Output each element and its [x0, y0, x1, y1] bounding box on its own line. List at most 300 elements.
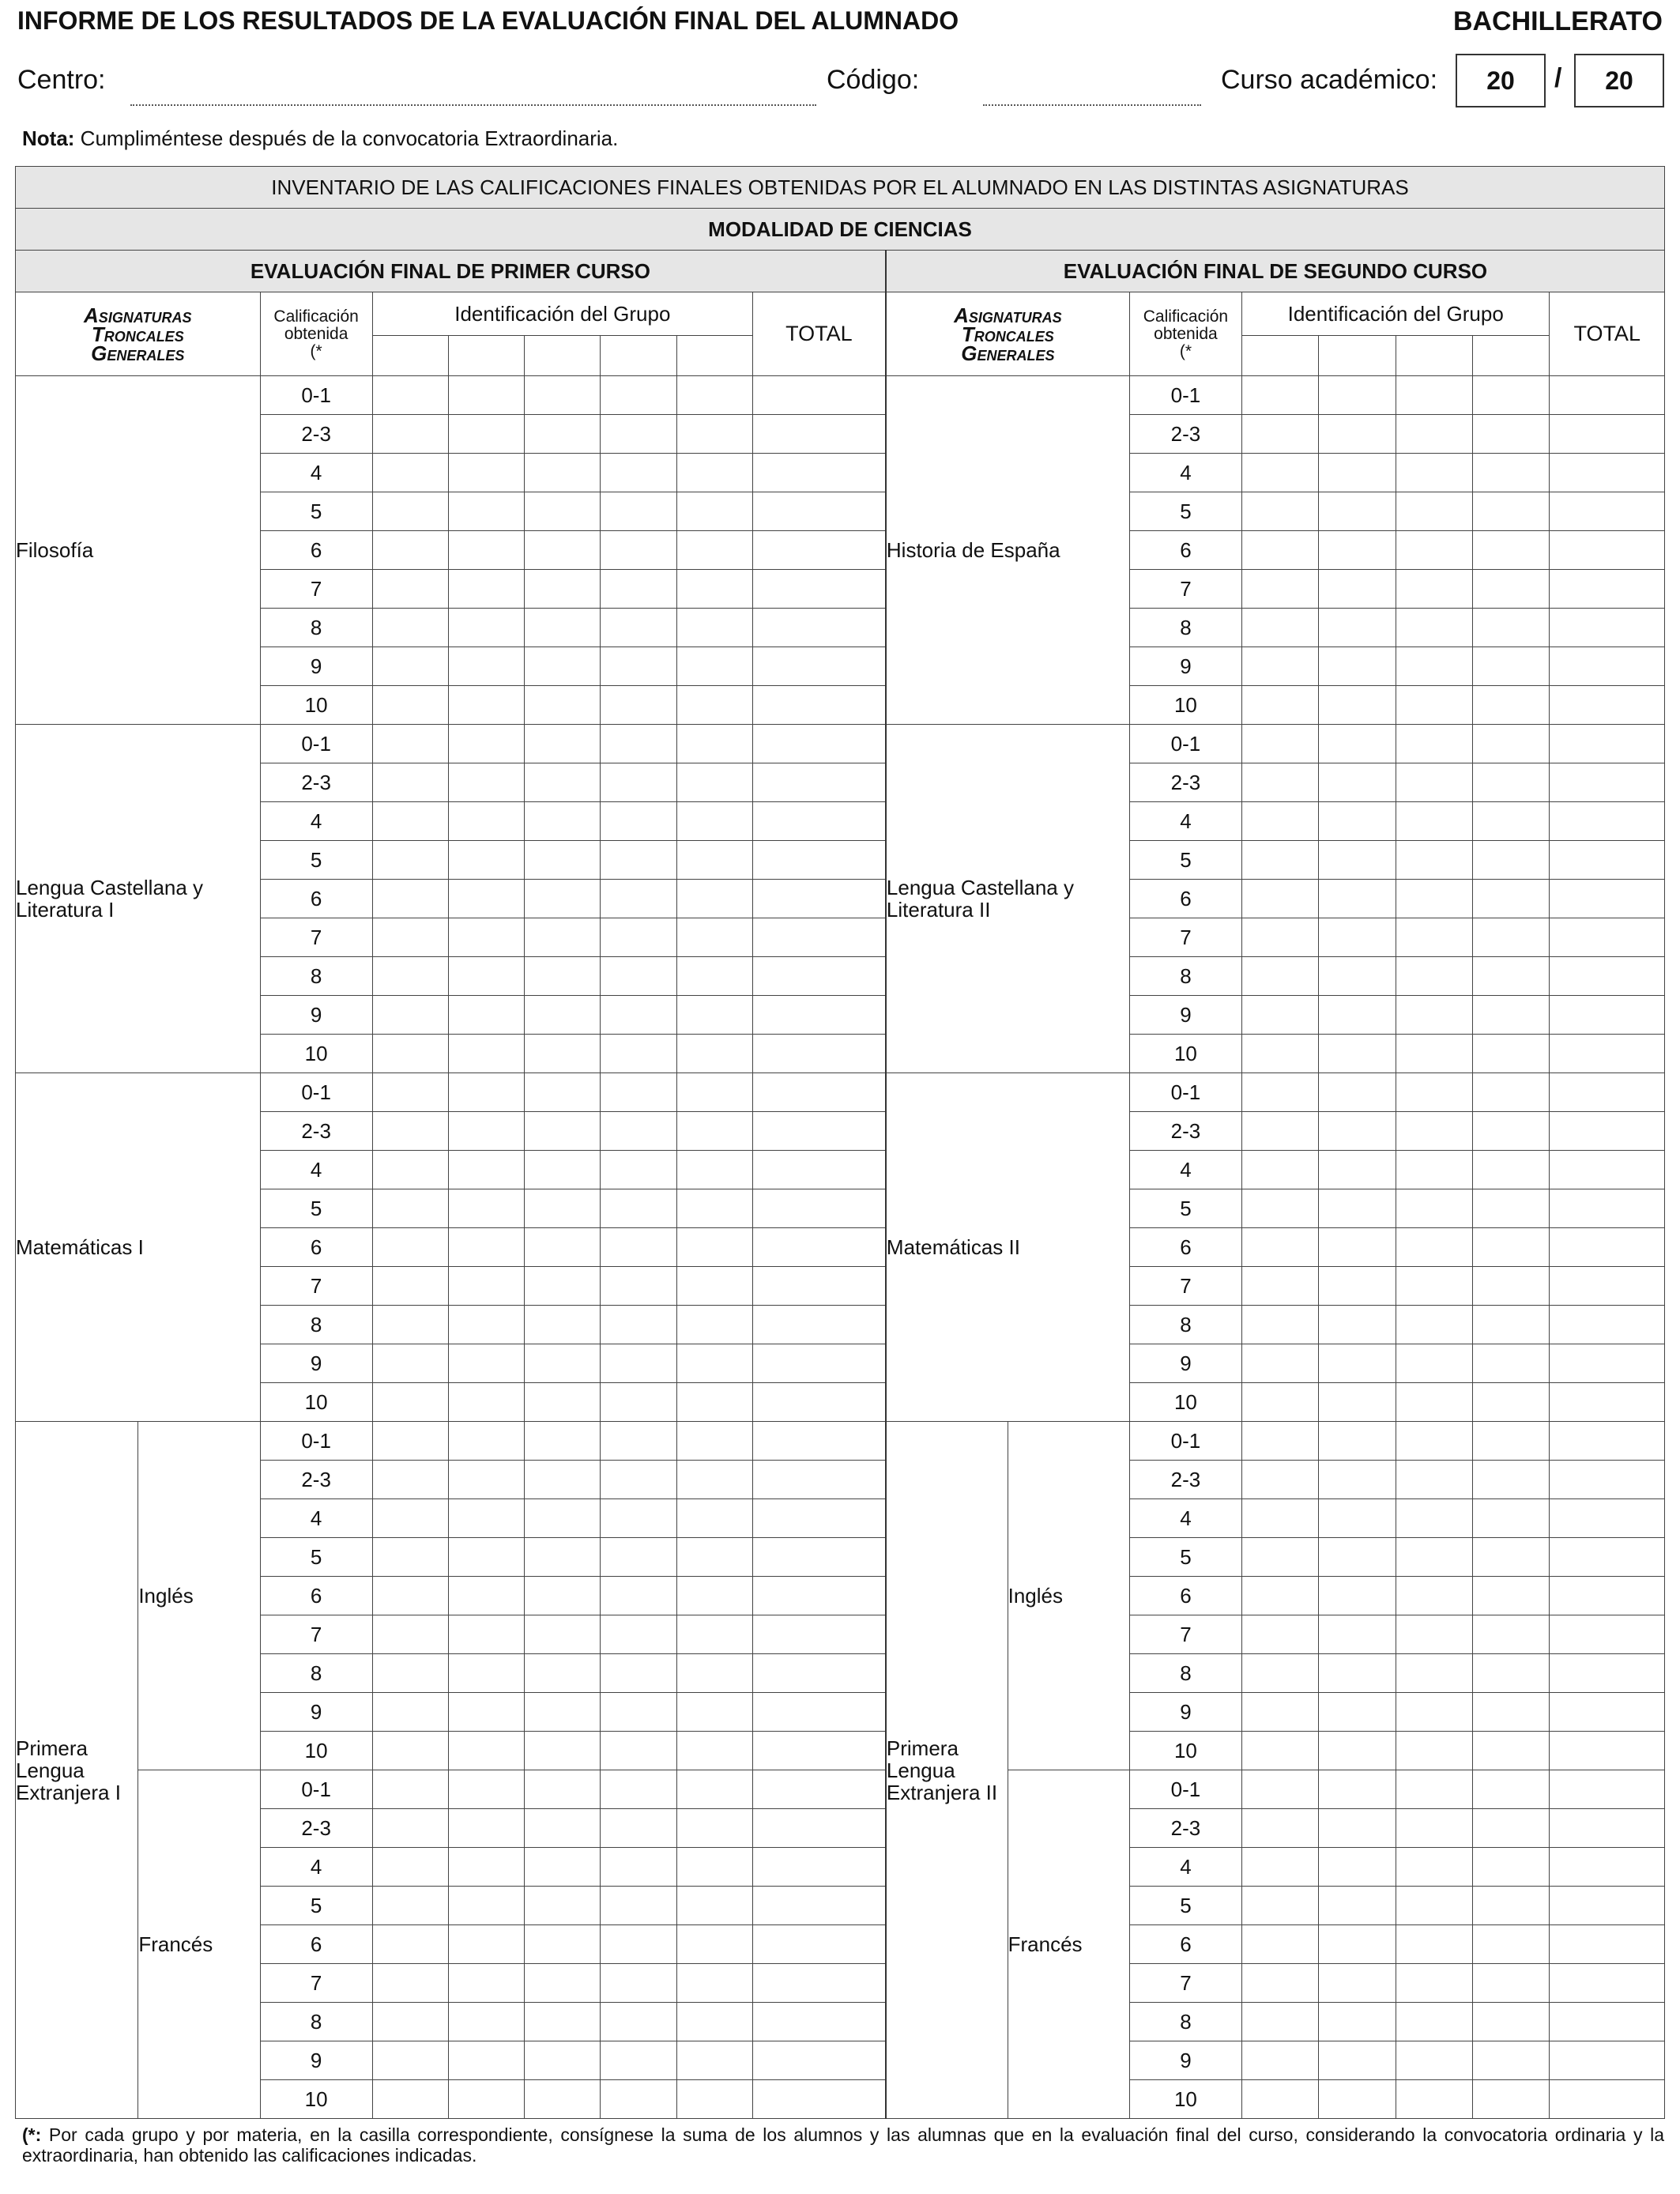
count-cell[interactable]	[1473, 1732, 1550, 1770]
count-cell[interactable]	[1242, 1306, 1319, 1344]
count-cell[interactable]	[1319, 1383, 1396, 1422]
count-cell[interactable]	[676, 1770, 752, 1809]
count-cell[interactable]	[601, 1189, 676, 1228]
count-cell[interactable]	[1473, 1577, 1550, 1615]
count-cell[interactable]	[1242, 1615, 1319, 1654]
count-cell[interactable]	[525, 763, 601, 802]
count-cell[interactable]	[1473, 841, 1550, 880]
count-cell[interactable]	[601, 725, 676, 763]
count-cell[interactable]	[372, 492, 448, 531]
count-cell[interactable]	[1319, 454, 1396, 492]
count-cell[interactable]	[752, 570, 885, 609]
count-cell[interactable]	[448, 1151, 524, 1189]
count-cell[interactable]	[676, 686, 752, 725]
count-cell[interactable]	[525, 1925, 601, 1964]
count-cell[interactable]	[676, 492, 752, 531]
count-cell[interactable]	[676, 763, 752, 802]
count-cell[interactable]	[601, 957, 676, 996]
count-cell[interactable]	[752, 1615, 885, 1654]
count-cell[interactable]	[1550, 2080, 1665, 2119]
count-cell[interactable]	[1319, 841, 1396, 880]
count-cell[interactable]	[601, 2080, 676, 2119]
count-cell[interactable]	[1473, 570, 1550, 609]
count-cell[interactable]	[1550, 609, 1665, 647]
count-cell[interactable]	[448, 531, 524, 570]
count-cell[interactable]	[752, 647, 885, 686]
count-cell[interactable]	[448, 802, 524, 841]
count-cell[interactable]	[1319, 1499, 1396, 1538]
count-cell[interactable]	[601, 1035, 676, 1073]
count-cell[interactable]	[601, 531, 676, 570]
count-cell[interactable]	[1473, 763, 1550, 802]
count-cell[interactable]	[601, 1964, 676, 2003]
group-cell[interactable]	[1473, 336, 1550, 376]
count-cell[interactable]	[448, 725, 524, 763]
count-cell[interactable]	[372, 841, 448, 880]
count-cell[interactable]	[1319, 1151, 1396, 1189]
count-cell[interactable]	[1550, 570, 1665, 609]
count-cell[interactable]	[1473, 957, 1550, 996]
count-cell[interactable]	[1550, 1577, 1665, 1615]
count-cell[interactable]	[1242, 725, 1319, 763]
year-start-box[interactable]: 20	[1456, 54, 1546, 107]
count-cell[interactable]	[1550, 918, 1665, 957]
count-cell[interactable]	[1319, 1925, 1396, 1964]
count-cell[interactable]	[676, 531, 752, 570]
count-cell[interactable]	[752, 2003, 885, 2041]
count-cell[interactable]	[1319, 415, 1396, 454]
count-cell[interactable]	[752, 1925, 885, 1964]
count-cell[interactable]	[1319, 609, 1396, 647]
count-cell[interactable]	[1319, 1577, 1396, 1615]
count-cell[interactable]	[1473, 1306, 1550, 1344]
count-cell[interactable]	[676, 1577, 752, 1615]
count-cell[interactable]	[448, 2041, 524, 2080]
count-cell[interactable]	[1242, 1654, 1319, 1693]
count-cell[interactable]	[372, 802, 448, 841]
count-cell[interactable]	[1319, 1848, 1396, 1887]
count-cell[interactable]	[1473, 647, 1550, 686]
count-cell[interactable]	[448, 492, 524, 531]
count-cell[interactable]	[601, 802, 676, 841]
count-cell[interactable]	[1319, 2041, 1396, 2080]
count-cell[interactable]	[448, 918, 524, 957]
count-cell[interactable]	[448, 1848, 524, 1887]
count-cell[interactable]	[372, 1925, 448, 1964]
count-cell[interactable]	[601, 492, 676, 531]
count-cell[interactable]	[372, 1809, 448, 1848]
count-cell[interactable]	[1242, 1267, 1319, 1306]
count-cell[interactable]	[448, 957, 524, 996]
count-cell[interactable]	[1550, 1770, 1665, 1809]
count-cell[interactable]	[1473, 1887, 1550, 1925]
count-cell[interactable]	[752, 957, 885, 996]
group-cell[interactable]	[676, 336, 752, 376]
count-cell[interactable]	[525, 918, 601, 957]
count-cell[interactable]	[525, 1577, 601, 1615]
count-cell[interactable]	[1473, 1499, 1550, 1538]
count-cell[interactable]	[1396, 1925, 1472, 1964]
count-cell[interactable]	[1550, 1693, 1665, 1732]
count-cell[interactable]	[676, 1112, 752, 1151]
count-cell[interactable]	[676, 725, 752, 763]
count-cell[interactable]	[1242, 1577, 1319, 1615]
count-cell[interactable]	[676, 1964, 752, 2003]
count-cell[interactable]	[1473, 1654, 1550, 1693]
count-cell[interactable]	[752, 1344, 885, 1383]
count-cell[interactable]	[676, 1732, 752, 1770]
centro-field[interactable]	[130, 104, 816, 106]
count-cell[interactable]	[676, 1887, 752, 1925]
count-cell[interactable]	[1550, 996, 1665, 1035]
count-cell[interactable]	[448, 1925, 524, 1964]
count-cell[interactable]	[676, 609, 752, 647]
count-cell[interactable]	[1473, 1964, 1550, 2003]
count-cell[interactable]	[1550, 802, 1665, 841]
count-cell[interactable]	[676, 2003, 752, 2041]
count-cell[interactable]	[752, 454, 885, 492]
count-cell[interactable]	[1473, 609, 1550, 647]
count-cell[interactable]	[601, 570, 676, 609]
count-cell[interactable]	[1473, 1344, 1550, 1383]
count-cell[interactable]	[448, 1189, 524, 1228]
count-cell[interactable]	[752, 841, 885, 880]
count-cell[interactable]	[752, 725, 885, 763]
count-cell[interactable]	[676, 1809, 752, 1848]
count-cell[interactable]	[752, 1887, 885, 1925]
count-cell[interactable]	[601, 1499, 676, 1538]
count-cell[interactable]	[1319, 492, 1396, 531]
count-cell[interactable]	[525, 1228, 601, 1267]
count-cell[interactable]	[1473, 1073, 1550, 1112]
count-cell[interactable]	[448, 1344, 524, 1383]
count-cell[interactable]	[372, 1538, 448, 1577]
count-cell[interactable]	[676, 1344, 752, 1383]
count-cell[interactable]	[601, 376, 676, 415]
count-cell[interactable]	[1550, 1151, 1665, 1189]
count-cell[interactable]	[1319, 531, 1396, 570]
count-cell[interactable]	[601, 1615, 676, 1654]
count-cell[interactable]	[752, 1151, 885, 1189]
count-cell[interactable]	[676, 570, 752, 609]
count-cell[interactable]	[752, 1422, 885, 1461]
count-cell[interactable]	[525, 492, 601, 531]
count-cell[interactable]	[1396, 1577, 1472, 1615]
count-cell[interactable]	[525, 1964, 601, 2003]
count-cell[interactable]	[1319, 1344, 1396, 1383]
count-cell[interactable]	[1319, 1112, 1396, 1151]
count-cell[interactable]	[1242, 492, 1319, 531]
count-cell[interactable]	[1319, 957, 1396, 996]
count-cell[interactable]	[1396, 1809, 1472, 1848]
count-cell[interactable]	[1396, 1693, 1472, 1732]
count-cell[interactable]	[1550, 1422, 1665, 1461]
count-cell[interactable]	[1319, 1306, 1396, 1344]
count-cell[interactable]	[601, 1577, 676, 1615]
count-cell[interactable]	[448, 454, 524, 492]
count-cell[interactable]	[1242, 531, 1319, 570]
count-cell[interactable]	[1319, 763, 1396, 802]
count-cell[interactable]	[601, 1151, 676, 1189]
count-cell[interactable]	[676, 1693, 752, 1732]
count-cell[interactable]	[752, 376, 885, 415]
count-cell[interactable]	[1242, 1461, 1319, 1499]
count-cell[interactable]	[448, 647, 524, 686]
count-cell[interactable]	[1473, 1538, 1550, 1577]
count-cell[interactable]	[601, 2003, 676, 2041]
count-cell[interactable]	[1550, 880, 1665, 918]
count-cell[interactable]	[1473, 725, 1550, 763]
count-cell[interactable]	[372, 609, 448, 647]
count-cell[interactable]	[525, 1189, 601, 1228]
count-cell[interactable]	[448, 2080, 524, 2119]
count-cell[interactable]	[525, 609, 601, 647]
count-cell[interactable]	[525, 802, 601, 841]
count-cell[interactable]	[1396, 1964, 1472, 2003]
count-cell[interactable]	[1473, 1267, 1550, 1306]
count-cell[interactable]	[1473, 1848, 1550, 1887]
group-cell[interactable]	[525, 336, 601, 376]
count-cell[interactable]	[1396, 1615, 1472, 1654]
group-cell[interactable]	[1242, 336, 1319, 376]
count-cell[interactable]	[752, 1112, 885, 1151]
count-cell[interactable]	[601, 880, 676, 918]
count-cell[interactable]	[525, 1383, 601, 1422]
count-cell[interactable]	[1319, 1654, 1396, 1693]
count-cell[interactable]	[372, 1422, 448, 1461]
count-cell[interactable]	[1473, 1151, 1550, 1189]
count-cell[interactable]	[525, 1035, 601, 1073]
count-cell[interactable]	[1319, 570, 1396, 609]
count-cell[interactable]	[1319, 1073, 1396, 1112]
count-cell[interactable]	[372, 1499, 448, 1538]
count-cell[interactable]	[1242, 1228, 1319, 1267]
count-cell[interactable]	[1550, 686, 1665, 725]
count-cell[interactable]	[1319, 1422, 1396, 1461]
count-cell[interactable]	[372, 1151, 448, 1189]
count-cell[interactable]	[1242, 1693, 1319, 1732]
count-cell[interactable]	[752, 1538, 885, 1577]
count-cell[interactable]	[448, 996, 524, 1035]
count-cell[interactable]	[525, 570, 601, 609]
count-cell[interactable]	[1242, 1112, 1319, 1151]
count-cell[interactable]	[372, 957, 448, 996]
count-cell[interactable]	[1242, 1151, 1319, 1189]
count-cell[interactable]	[1319, 1887, 1396, 1925]
count-cell[interactable]	[525, 2080, 601, 2119]
count-cell[interactable]	[372, 454, 448, 492]
count-cell[interactable]	[525, 1151, 601, 1189]
count-cell[interactable]	[372, 376, 448, 415]
count-cell[interactable]	[1396, 376, 1472, 415]
count-cell[interactable]	[676, 802, 752, 841]
count-cell[interactable]	[752, 1267, 885, 1306]
count-cell[interactable]	[1242, 415, 1319, 454]
count-cell[interactable]	[1396, 1073, 1472, 1112]
count-cell[interactable]	[1473, 1112, 1550, 1151]
count-cell[interactable]	[752, 1035, 885, 1073]
count-cell[interactable]	[752, 996, 885, 1035]
count-cell[interactable]	[1550, 1538, 1665, 1577]
count-cell[interactable]	[676, 454, 752, 492]
count-cell[interactable]	[601, 609, 676, 647]
count-cell[interactable]	[1242, 570, 1319, 609]
count-cell[interactable]	[1319, 686, 1396, 725]
count-cell[interactable]	[525, 725, 601, 763]
count-cell[interactable]	[1550, 1848, 1665, 1887]
count-cell[interactable]	[752, 492, 885, 531]
count-cell[interactable]	[752, 1732, 885, 1770]
count-cell[interactable]	[1473, 996, 1550, 1035]
count-cell[interactable]	[1242, 647, 1319, 686]
count-cell[interactable]	[1550, 376, 1665, 415]
count-cell[interactable]	[752, 1306, 885, 1344]
count-cell[interactable]	[372, 1964, 448, 2003]
count-cell[interactable]	[372, 1732, 448, 1770]
count-cell[interactable]	[601, 1925, 676, 1964]
count-cell[interactable]	[525, 880, 601, 918]
count-cell[interactable]	[1550, 1887, 1665, 1925]
count-cell[interactable]	[1550, 2041, 1665, 2080]
count-cell[interactable]	[448, 841, 524, 880]
count-cell[interactable]	[525, 686, 601, 725]
count-cell[interactable]	[1242, 1770, 1319, 1809]
count-cell[interactable]	[372, 1228, 448, 1267]
count-cell[interactable]	[676, 1461, 752, 1499]
count-cell[interactable]	[1473, 492, 1550, 531]
count-cell[interactable]	[1473, 1383, 1550, 1422]
count-cell[interactable]	[525, 531, 601, 570]
count-cell[interactable]	[1319, 2003, 1396, 2041]
count-cell[interactable]	[448, 1538, 524, 1577]
count-cell[interactable]	[676, 1306, 752, 1344]
count-cell[interactable]	[1396, 802, 1472, 841]
count-cell[interactable]	[1550, 1306, 1665, 1344]
count-cell[interactable]	[372, 1383, 448, 1422]
count-cell[interactable]	[676, 1499, 752, 1538]
count-cell[interactable]	[525, 996, 601, 1035]
count-cell[interactable]	[1550, 2003, 1665, 2041]
count-cell[interactable]	[525, 1461, 601, 1499]
year-end-box[interactable]: 20	[1574, 54, 1664, 107]
count-cell[interactable]	[525, 1422, 601, 1461]
count-cell[interactable]	[372, 531, 448, 570]
count-cell[interactable]	[1319, 1732, 1396, 1770]
count-cell[interactable]	[676, 1615, 752, 1654]
count-cell[interactable]	[1396, 1267, 1472, 1306]
count-cell[interactable]	[1319, 1809, 1396, 1848]
count-cell[interactable]	[372, 2080, 448, 2119]
count-cell[interactable]	[752, 1770, 885, 1809]
count-cell[interactable]	[1550, 1732, 1665, 1770]
count-cell[interactable]	[1242, 957, 1319, 996]
count-cell[interactable]	[448, 763, 524, 802]
group-cell[interactable]	[448, 336, 524, 376]
count-cell[interactable]	[601, 1770, 676, 1809]
count-cell[interactable]	[1473, 802, 1550, 841]
count-cell[interactable]	[1473, 2003, 1550, 2041]
count-cell[interactable]	[1396, 1422, 1472, 1461]
count-cell[interactable]	[525, 2041, 601, 2080]
count-cell[interactable]	[601, 1267, 676, 1306]
count-cell[interactable]	[372, 570, 448, 609]
count-cell[interactable]	[372, 1615, 448, 1654]
count-cell[interactable]	[1396, 1189, 1472, 1228]
count-cell[interactable]	[601, 686, 676, 725]
count-cell[interactable]	[1550, 1073, 1665, 1112]
count-cell[interactable]	[448, 1267, 524, 1306]
count-cell[interactable]	[752, 1383, 885, 1422]
count-cell[interactable]	[752, 880, 885, 918]
count-cell[interactable]	[372, 686, 448, 725]
count-cell[interactable]	[752, 531, 885, 570]
count-cell[interactable]	[448, 1383, 524, 1422]
count-cell[interactable]	[448, 1770, 524, 1809]
count-cell[interactable]	[525, 1499, 601, 1538]
count-cell[interactable]	[1319, 1770, 1396, 1809]
count-cell[interactable]	[1550, 492, 1665, 531]
count-cell[interactable]	[601, 918, 676, 957]
count-cell[interactable]	[1319, 1693, 1396, 1732]
count-cell[interactable]	[1396, 609, 1472, 647]
count-cell[interactable]	[1396, 1344, 1472, 1383]
count-cell[interactable]	[1396, 1306, 1472, 1344]
count-cell[interactable]	[372, 1770, 448, 1809]
count-cell[interactable]	[752, 686, 885, 725]
count-cell[interactable]	[676, 1073, 752, 1112]
count-cell[interactable]	[1319, 1228, 1396, 1267]
count-cell[interactable]	[1242, 996, 1319, 1035]
count-cell[interactable]	[1550, 1461, 1665, 1499]
count-cell[interactable]	[525, 841, 601, 880]
count-cell[interactable]	[752, 1654, 885, 1693]
count-cell[interactable]	[1242, 1732, 1319, 1770]
group-cell[interactable]	[1396, 336, 1472, 376]
count-cell[interactable]	[372, 1848, 448, 1887]
count-cell[interactable]	[1319, 880, 1396, 918]
count-cell[interactable]	[1242, 2003, 1319, 2041]
count-cell[interactable]	[525, 1306, 601, 1344]
count-cell[interactable]	[1242, 454, 1319, 492]
count-cell[interactable]	[525, 1073, 601, 1112]
count-cell[interactable]	[448, 880, 524, 918]
count-cell[interactable]	[525, 1615, 601, 1654]
count-cell[interactable]	[676, 1383, 752, 1422]
count-cell[interactable]	[1396, 996, 1472, 1035]
count-cell[interactable]	[372, 1577, 448, 1615]
count-cell[interactable]	[1396, 647, 1472, 686]
count-cell[interactable]	[676, 376, 752, 415]
count-cell[interactable]	[448, 609, 524, 647]
count-cell[interactable]	[601, 1112, 676, 1151]
count-cell[interactable]	[448, 415, 524, 454]
count-cell[interactable]	[1473, 376, 1550, 415]
count-cell[interactable]	[676, 918, 752, 957]
count-cell[interactable]	[676, 1228, 752, 1267]
count-cell[interactable]	[1550, 1499, 1665, 1538]
group-cell[interactable]	[1319, 336, 1396, 376]
count-cell[interactable]	[676, 957, 752, 996]
count-cell[interactable]	[525, 957, 601, 996]
count-cell[interactable]	[1319, 1964, 1396, 2003]
count-cell[interactable]	[1396, 1770, 1472, 1809]
count-cell[interactable]	[372, 763, 448, 802]
count-cell[interactable]	[601, 1422, 676, 1461]
count-cell[interactable]	[601, 1693, 676, 1732]
count-cell[interactable]	[1396, 1151, 1472, 1189]
count-cell[interactable]	[1242, 1073, 1319, 1112]
count-cell[interactable]	[1242, 2041, 1319, 2080]
